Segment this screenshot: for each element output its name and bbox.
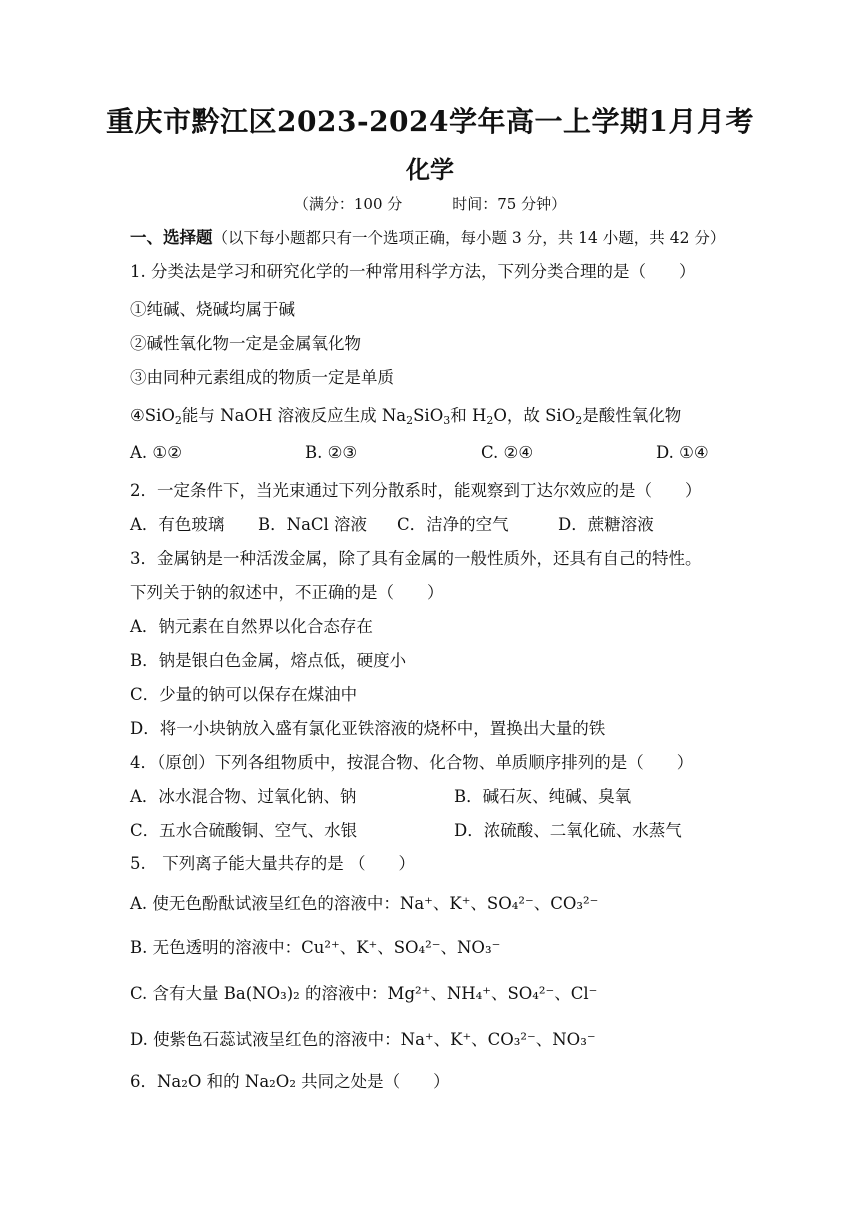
exam-meta xyxy=(0,193,860,214)
q5-option-c: C. 含有大量 Ba(NO₃)₂ 的溶液中：Mg²⁺、NH₄⁺、SO₄²⁻、Cl⁻ xyxy=(130,984,598,1003)
q6-stem: 6．Na₂O 和的 Na₂O₂ 共同之处是（ ） xyxy=(130,1072,450,1091)
exam-title: 重庆市黔江区2023-2024学年高一上学期1月月考 xyxy=(106,105,754,138)
q3-option-a: A．钠元素在自然界以化合态存在 xyxy=(130,617,373,636)
q1-statement-1: ①纯碱、烧碱均属于碱 xyxy=(130,300,295,319)
q4-option-d: D．浓硫酸、二氧化硫、水蒸气 xyxy=(454,821,682,840)
q2-option-b: B．NaCl 溶液 xyxy=(258,515,368,534)
q2-option-d: D．蔗糖溶液 xyxy=(558,515,654,534)
q3-option-d: D．将一小块钠放入盛有氯化亚铁溶液的烧杯中，置换出大量的铁 xyxy=(130,719,606,738)
section-title: 一、选择题 xyxy=(130,228,213,247)
q4-option-b: B．碱石灰、纯碱、臭氧 xyxy=(454,787,632,806)
q3-option-c: C．少量的钠可以保存在煤油中 xyxy=(130,685,358,704)
full-score: （满分：100 分 xyxy=(293,195,403,213)
q5-option-a: A. 使无色酚酞试液呈红色的溶液中：Na⁺、K⁺、SO₄²⁻、CO₃²⁻ xyxy=(130,894,599,913)
q1-statement-2: ②碱性氧化物一定是金属氧化物 xyxy=(130,334,361,353)
q5-option-b: B. 无色透明的溶液中：Cu²⁺、K⁺、SO₄²⁻、NO₃⁻ xyxy=(130,938,501,957)
q2-stem: 2．一定条件下，当光束通过下列分散系时，能观察到丁达尔效应的是（ ） xyxy=(130,481,702,500)
q4-stem: 4．（原创）下列各组物质中，按混合物、化合物、单质顺序排列的是（ ） xyxy=(130,753,694,772)
q3-option-b: B．钠是银白色金属，熔点低，硬度小 xyxy=(130,651,407,670)
q3-stem-line2: 下列关于钠的叙述中，不正确的是（ ） xyxy=(130,583,444,602)
q2-option-a: A．有色玻璃 xyxy=(130,515,225,534)
q5-option-d: D. 使紫色石蕊试液呈红色的溶液中：Na⁺、K⁺、CO₃²⁻、NO₃⁻ xyxy=(130,1030,596,1049)
q3-stem-line1: 3．金属钠是一种活泼金属，除了具有金属的一般性质外，还具有自己的特性。 xyxy=(130,549,702,568)
q1-statement-3: ③由同种元素组成的物质一定是单质 xyxy=(130,368,394,387)
q1-statement-4: ④SiO$_2$能与 NaOH 溶液反应生成 $Na_2SiO_3$和 $H_2O$，故 SiO$_2$是酸性氧化物 xyxy=(130,406,682,427)
q4-option-c: C．五水合硫酸铜、空气、水银 xyxy=(130,821,358,840)
q5-stem: 5. 下列离子能大量共存的是 （ ） xyxy=(130,854,415,873)
q1-stem: 1. 分类法是学习和研究化学的一种常用科学方法，下列分类合理的是（ ） xyxy=(130,262,696,281)
q1-option-c: C. ②④ xyxy=(481,443,534,462)
q1-option-a: A. ①② xyxy=(130,443,182,462)
time-limit: 时间：75 分钟） xyxy=(452,195,567,213)
section-note: （以下每小题都只有一个选项正确，每小题 3 分，共 14 小题，共 42 分） xyxy=(212,229,726,247)
q1-option-d: D. ①④ xyxy=(656,443,709,462)
q1-option-b: B. ②③ xyxy=(305,443,358,462)
section-heading xyxy=(130,224,725,248)
q4-option-a: A．冰水混合物、过氧化钠、钠 xyxy=(130,787,357,806)
q2-option-c: C．洁净的空气 xyxy=(397,515,509,534)
subject-title: 化学 xyxy=(406,155,454,184)
